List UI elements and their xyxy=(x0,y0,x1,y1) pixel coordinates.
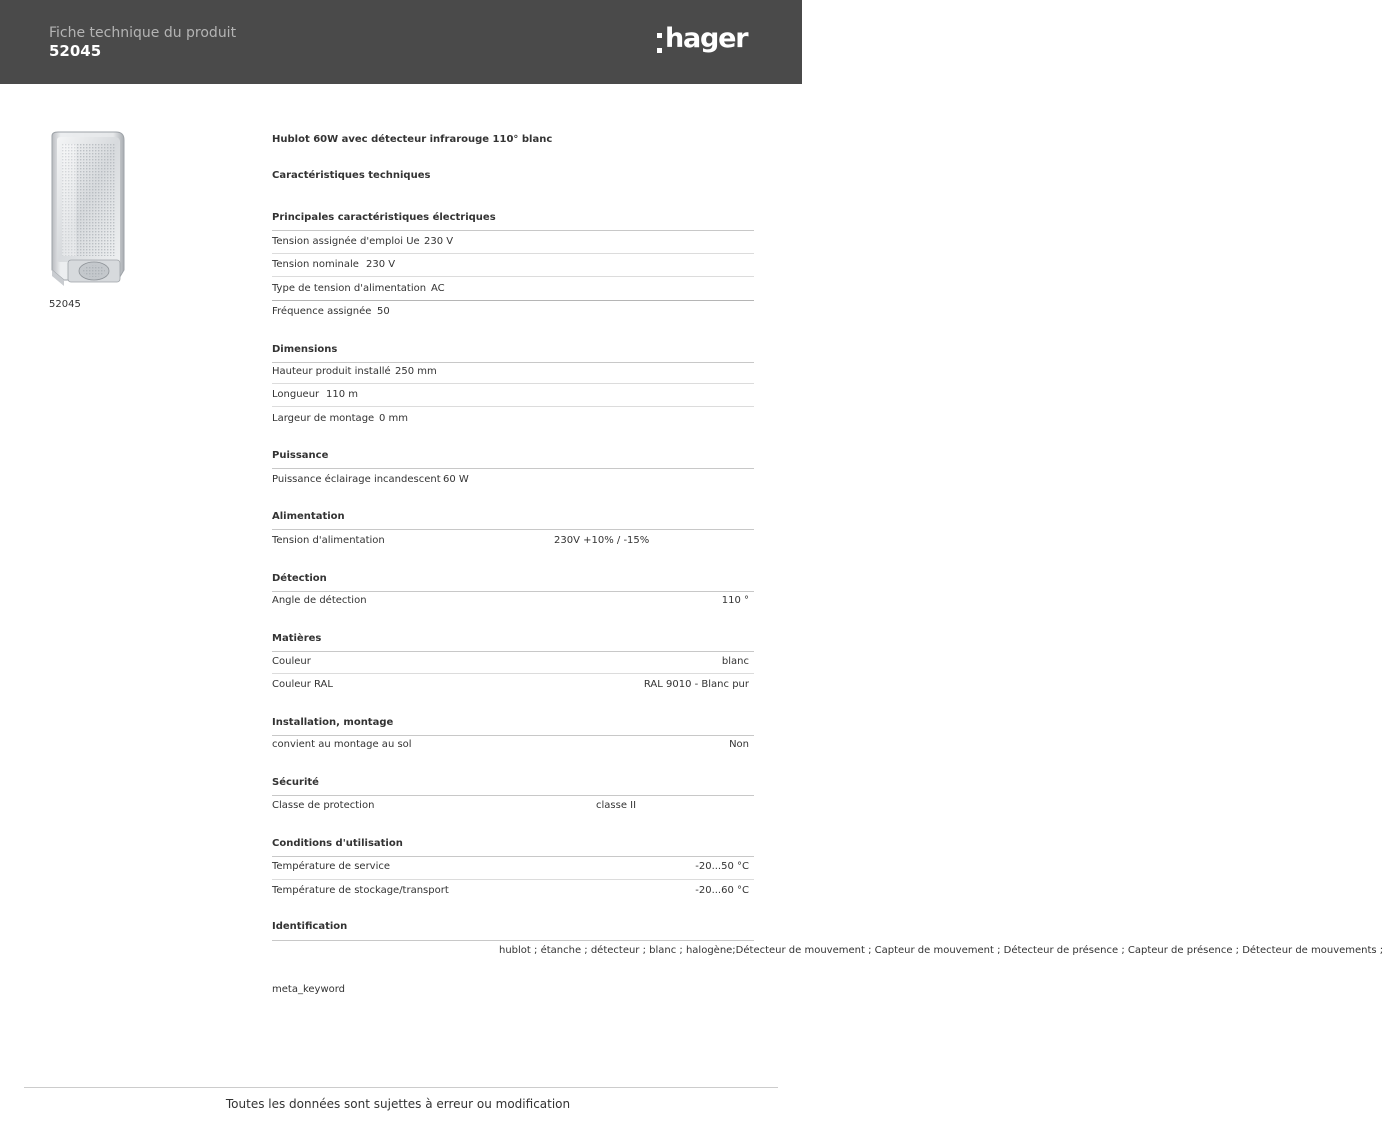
spec-subheading: Caractéristiques techniques xyxy=(272,170,431,181)
spec-row xyxy=(272,674,754,697)
spec-label: Classe de protection xyxy=(272,800,375,811)
spec-value: 230V +10% / -15% xyxy=(554,535,650,546)
spec-label: Puissance éclairage incandescent xyxy=(272,474,441,485)
product-image xyxy=(44,132,130,292)
logo-dots-icon xyxy=(657,33,662,53)
spec-label: Couleur RAL xyxy=(272,679,333,690)
spec-label: meta_keyword xyxy=(272,984,346,995)
spec-label: Température de service xyxy=(272,861,391,872)
spec-label: convient au montage au sol xyxy=(272,739,412,750)
section-title-installation: Installation, montage xyxy=(272,717,754,736)
spec-row xyxy=(272,278,754,301)
spec-value: RAL 9010 - Blanc pur xyxy=(643,679,749,690)
spec-label: Tension d'alimentation xyxy=(272,535,385,546)
spec-value: 230 V xyxy=(424,236,454,247)
spec-value: 60 W xyxy=(443,474,469,485)
section-title-materials: Matières xyxy=(272,633,754,652)
spec-row xyxy=(272,734,754,757)
spec-value: classe II xyxy=(596,800,637,811)
page-header xyxy=(0,0,802,84)
spec-label: Angle de détection xyxy=(272,595,367,606)
spec-label: Couleur xyxy=(272,656,311,667)
section-title-detection: Détection xyxy=(272,573,754,592)
product-title: Hublot 60W avec détecteur infrarouge 110° blanc xyxy=(272,134,553,145)
logo-text: hager xyxy=(665,23,748,54)
spec-row xyxy=(272,254,754,277)
section-title-electrical: Principales caractéristiques électriques xyxy=(272,212,754,231)
spec-value: 110 m xyxy=(326,389,359,400)
spec-label: Tension nominale xyxy=(272,259,359,270)
footer-disclaimer: Toutes les données sont sujettes à erreur ou modification xyxy=(225,1097,571,1111)
spec-row xyxy=(272,469,754,492)
header-subtitle: Fiche technique du produit xyxy=(49,25,237,41)
spec-value: 0 mm xyxy=(379,413,409,424)
hager-logo xyxy=(657,24,747,60)
spec-label: Tension assignée d'emploi Ue xyxy=(272,236,420,247)
spec-label: Hauteur produit installé xyxy=(272,366,391,377)
spec-value: 50 xyxy=(377,306,390,317)
spec-label: Largeur de montage xyxy=(272,413,375,424)
spec-label: Fréquence assignée xyxy=(272,306,372,317)
spec-row xyxy=(272,384,754,407)
spec-value: -20...50 °C xyxy=(695,861,749,872)
spec-label: Type de tension d'alimentation xyxy=(272,283,427,294)
spec-value: -20...60 °C xyxy=(695,885,749,896)
spec-row xyxy=(272,651,754,674)
spec-value: 110 ° xyxy=(721,595,749,606)
spec-row xyxy=(272,880,754,903)
footer-divider xyxy=(24,1087,778,1088)
spec-value: 250 mm xyxy=(395,366,437,377)
spec-row xyxy=(272,856,754,880)
section-title-identification: Identification xyxy=(272,921,754,941)
section-title-security: Sécurité xyxy=(272,777,754,796)
spec-label: Température de stockage/transport xyxy=(272,885,449,896)
spec-value: AC xyxy=(431,283,445,294)
section-title-power: Puissance xyxy=(272,450,754,469)
spec-label: Longueur xyxy=(272,389,320,400)
spec-value: 230 V xyxy=(366,259,396,270)
spec-row xyxy=(272,795,754,818)
image-caption: 52045 xyxy=(49,299,81,310)
section-title-conditions: Conditions d'utilisation xyxy=(272,838,754,857)
spec-row xyxy=(272,301,754,324)
spec-row xyxy=(272,941,1383,999)
spec-value: Non xyxy=(729,739,749,750)
spec-row xyxy=(272,590,754,613)
spec-row xyxy=(272,408,754,431)
spec-row xyxy=(272,361,754,384)
header-product-code: 52045 xyxy=(49,42,102,60)
section-title-supply: Alimentation xyxy=(272,511,754,530)
spec-row xyxy=(272,530,754,553)
section-title-dimensions: Dimensions xyxy=(272,344,754,363)
spec-value: blanc xyxy=(721,656,749,667)
spec-row xyxy=(272,231,754,254)
spec-value: hublot ; étanche ; détecteur ; blanc ; halogène;Détecteur de mouvement ; Capteur de mouvement ; Détecteur de présence ; Capteur de présence ; Détecteur de mouvements ; xyxy=(499,945,1383,956)
